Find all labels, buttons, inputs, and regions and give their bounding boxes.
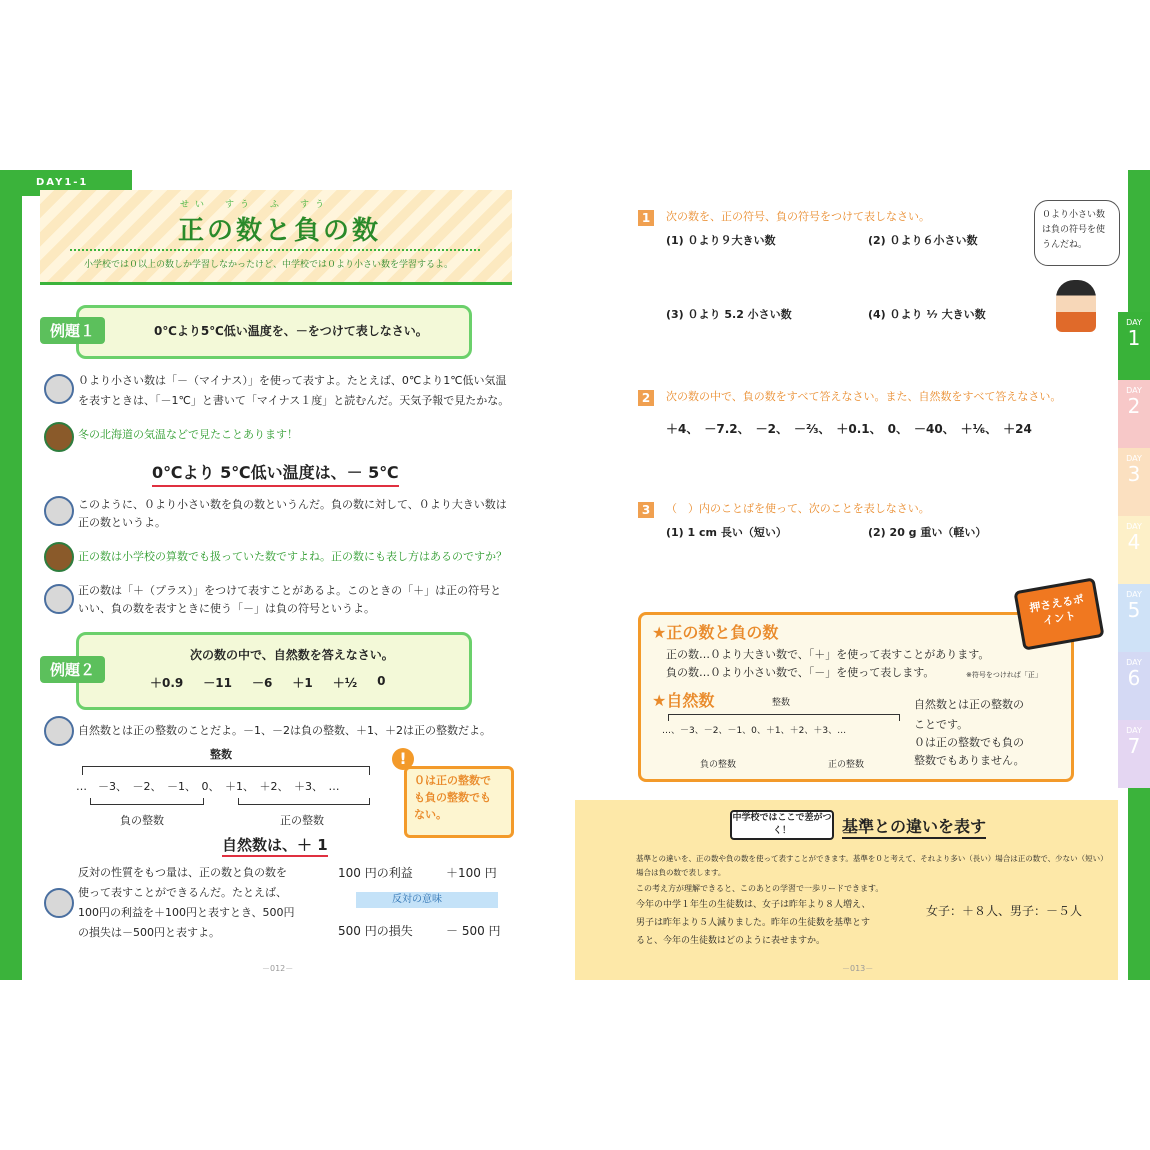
dialogue-3-line1: このように、０より小さい数を負の数というんだ。負の数に対して、０より大きい数は — [78, 498, 507, 511]
question3-number: 3 — [638, 502, 654, 518]
point-nl-pos: 正の整数 — [828, 760, 865, 770]
teacher-avatar — [44, 374, 74, 404]
point-nl-bracket — [668, 714, 900, 721]
q1-item1: (1) ０より９大きい数 — [666, 234, 776, 247]
point-side-4: 整数でもありません。 — [914, 754, 1025, 767]
exclamation-icon: ! — [392, 748, 414, 770]
kijun-answer: 女子：＋８人、男子：－５人 — [926, 904, 1083, 918]
dialogue-7-line1: 反対の性質をもつ量は、正の数と負の数を — [78, 866, 287, 879]
dialogue-5-line1: 正の数は「＋（プラス）」をつけて表すことがあるよ。このときの「＋」は正の符号と — [78, 584, 502, 597]
number-line-items: … －3、 －2、 －1、 0、 ＋1、 ＋2、 ＋3、 … — [76, 780, 340, 793]
dialogue-6: 自然数とは正の整数のことだよ。－1、－2は負の整数、＋1、＋2は正の整数だよ。 — [78, 724, 491, 737]
opposite-label: 反対の意味 — [392, 894, 442, 905]
teacher-avatar — [44, 716, 74, 746]
number-item: 0 — [377, 674, 386, 688]
kijun-problem-3: ると、今年の生徒数はどのように表せますか。 — [636, 936, 826, 946]
left-page — [0, 170, 575, 980]
number-line-label: 整数 — [210, 748, 232, 761]
q3-item1: (1) 1 cm 長い（短い） — [666, 526, 787, 539]
point-side-2: ことです。 — [914, 718, 969, 731]
neg-bracket — [90, 798, 204, 805]
dialogue-7-line4: の損失は－500円と表すよ。 — [78, 926, 220, 939]
student-avatar — [44, 542, 74, 572]
title-ruby: せい すう ふ すう — [180, 200, 331, 210]
point-small-note: ※符号をつければ「正」 — [966, 671, 1042, 679]
dialogue-4: 正の数は小学校の算数でも扱っていた数ですよね。正の数にも表し方はあるのですか？ — [78, 550, 507, 563]
pos-int-label: 正の整数 — [280, 814, 324, 827]
question3-instruction: （ ）内のことばを使って、次のことを表しなさい。 — [666, 502, 930, 515]
day-tab-4[interactable]: DAY 4 — [1118, 516, 1150, 584]
example2-box — [76, 632, 472, 710]
q1-item3: (3) ０より 5.2 小さい数 — [666, 308, 792, 321]
answer-2: 自然数は、＋ 1 — [222, 834, 328, 857]
number-line-bracket — [82, 766, 370, 775]
teacher-avatar — [44, 584, 74, 614]
neg-int-label: 負の整数 — [120, 814, 164, 827]
pos-bracket — [238, 798, 370, 805]
day-tab-7[interactable]: DAY 7 — [1118, 720, 1150, 788]
speech-bubble-text: ０より小さい数は負の符号を使うんだね。 — [1042, 210, 1106, 250]
day-tab-1[interactable]: DAY 1 — [1118, 312, 1150, 380]
dialogue-3-line2: 正の数というよ。 — [78, 516, 166, 529]
profit-label: 100 円の利益 — [338, 866, 413, 880]
question1-instruction: 次の数を、正の符号、負の符号をつけて表しなさい。 — [666, 210, 930, 223]
answer-1: 0℃より 5℃低い温度は、－ 5℃ — [152, 460, 399, 487]
kijun-problem-1: 今年の中学１年生の生徒数は、女子は昨年より８人増え、 — [636, 900, 871, 910]
note-text: ０は正の整数でも負の整数でもない。 — [414, 774, 491, 821]
question2-number: 2 — [638, 390, 654, 406]
dialogue-5-line2: いい、負の数を表すときに使う「－」は負の符号というよ。 — [78, 602, 375, 615]
day-tab-5[interactable]: DAY 5 — [1118, 584, 1150, 652]
page-title: 正の数と負の数 — [178, 216, 382, 246]
kijun-title: 基準との違いを表す — [842, 814, 986, 839]
page-number-right: －013－ — [842, 964, 874, 973]
left-green-border — [0, 170, 22, 980]
day-tab-3[interactable]: DAY 3 — [1118, 448, 1150, 516]
dialogue-1-line1: ０より小さい数は「－（マイナス）」を使って表すよ。たとえば、0℃より1℃低い気温 — [78, 374, 507, 387]
q3-item2: (2) 20 g 重い（軽い） — [868, 526, 987, 539]
number-item: ＋½ — [332, 676, 358, 690]
kijun-problem-2: 男子は昨年より５人減りました。昨年の生徒数を基準とす — [636, 918, 871, 928]
loss-label: 500 円の損失 — [338, 924, 413, 938]
point-badge-text: 押さえるポイント — [1028, 592, 1085, 628]
teacher-avatar — [44, 888, 74, 918]
point-heading-2: ★自然数 — [652, 691, 715, 710]
day-tab-6[interactable]: DAY 6 — [1118, 652, 1150, 720]
point-side-3: ０は正の整数でも負の — [914, 736, 1024, 749]
point-side-1: 自然数とは正の整数の — [914, 698, 1024, 711]
point-nl-items: …、－3、－2、－1、0、＋1、＋2、＋3、… — [662, 726, 847, 736]
student-avatar — [44, 422, 74, 452]
q1-item2: (2) ０より６小さい数 — [868, 234, 978, 247]
profit-value: ＋100 円 — [446, 866, 497, 880]
day-label: DAY1-1 — [36, 177, 89, 188]
day-tab-2[interactable]: DAY 2 — [1118, 380, 1150, 448]
question2-instruction: 次の数の中で、負の数をすべて答えなさい。また、自然数をすべて答えなさい。 — [666, 390, 1062, 403]
point-heading-1: ★正の数と負の数 — [652, 623, 779, 642]
number-item: ＋0.9 — [150, 676, 184, 690]
number-item: ＋1 — [292, 676, 313, 690]
example2-label: 例題２ — [40, 656, 105, 683]
example1-label: 例題１ — [40, 317, 105, 344]
number-item: －6 — [251, 676, 273, 690]
teacher-avatar — [44, 496, 74, 526]
q1-item4: (4) ０より ¹⁄₇ 大きい数 — [868, 308, 986, 321]
point-nl-top: 整数 — [772, 698, 791, 708]
question2-list: ＋4、 －7.2、 －2、 －⅔、 ＋0.1、 0、 －40、 ＋⅙、 ＋24 — [666, 422, 1032, 436]
dialogue-2: 冬の北海道の気温などで見たことあります！ — [78, 428, 298, 441]
title-wave — [70, 245, 480, 251]
boy-avatar — [1056, 280, 1096, 332]
loss-value: － 500 円 — [446, 924, 501, 938]
kijun-para-1: 基準との違いを、正の数や負の数を使って表すことができます。基準を０と考えて、それより多い（長い）場合は正の数で、少ない（短い）場合は負の数で表します。 — [636, 854, 1104, 877]
kijun-tag: 中学校ではここで差がつく！ — [730, 810, 834, 840]
example1-question: 0℃より5℃低い温度を、－をつけて表しなさい。 — [154, 324, 428, 338]
example2-numbers — [150, 674, 450, 691]
example2-question: 次の数の中で、自然数を答えなさい。 — [190, 648, 394, 662]
page-number-left: －012－ — [262, 964, 294, 973]
intro-text: 小学校では０以上の数しか学習しなかったけど、中学校では０より小さい数を学習するよ。 — [84, 260, 454, 270]
point-nl-neg: 負の整数 — [700, 760, 737, 770]
dialogue-7-line2: 使って表すことができるんだ。たとえば、 — [78, 886, 287, 899]
dialogue-7-line3: 100円の利益を＋100円と表すとき、500円 — [78, 906, 295, 919]
point-line-2: 負の数…０より小さい数で、「－」を使って表します。 — [666, 666, 935, 679]
point-line-1: 正の数…０より大きい数で、「＋」を使って表すことがあります。 — [666, 648, 990, 661]
question1-number: 1 — [638, 210, 654, 226]
number-item: －11 — [203, 676, 232, 690]
dialogue-1-line2: を表すときは、「－1℃」と書いて「マイナス１度」と読むんだ。天気予報で見たかな。 — [78, 394, 510, 407]
kijun-para-2: この考え方が理解できると、このあとの学習で一歩リードできます。 — [636, 884, 884, 893]
